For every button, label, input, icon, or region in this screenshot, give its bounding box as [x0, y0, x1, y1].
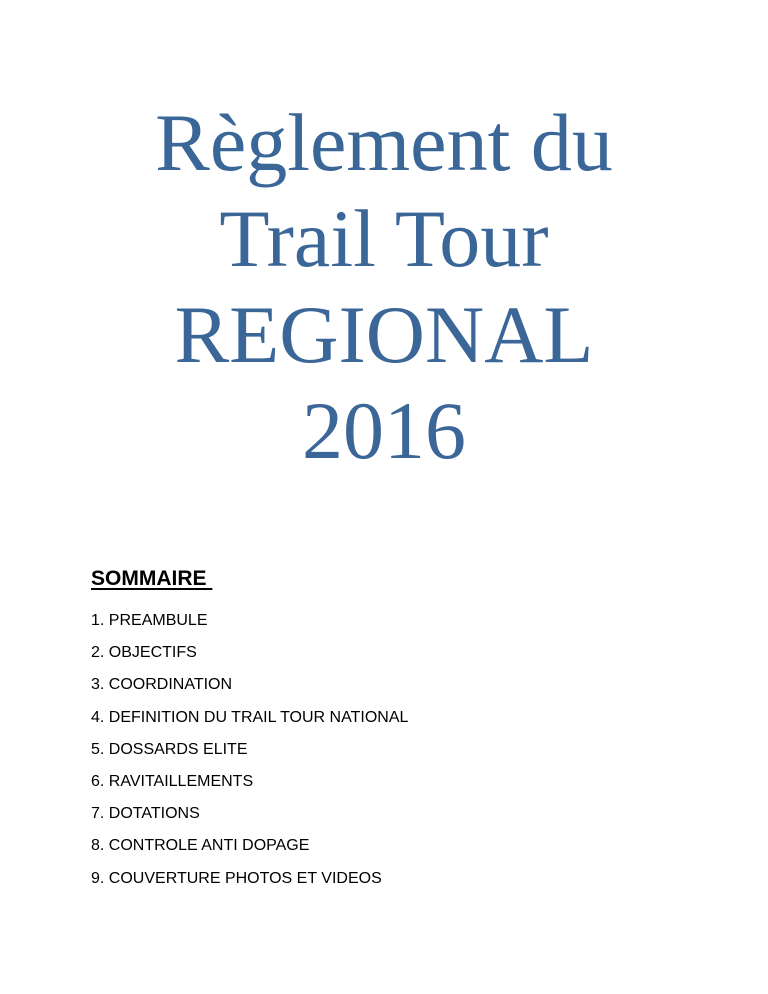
summary-heading: SOMMAIRE — [91, 567, 213, 590]
toc-item-preambule: 1. PREAMBULE — [91, 612, 208, 629]
toc-list — [91, 610, 731, 889]
title-line-4: 2016 — [302, 385, 466, 476]
document-title — [0, 95, 768, 479]
toc-item-coordination: 3. COORDINATION — [91, 676, 233, 694]
toc-item-dossards-elite: 5. DOSSARDS ELITE — [91, 740, 248, 758]
title-line-1: Règlement du — [155, 97, 613, 188]
toc-item-couverture-photos: 9. COUVERTURE PHOTOS ET VIDEOS — [91, 869, 382, 887]
toc-item-objectifs: 2. OBJECTIFS — [91, 644, 197, 662]
toc-item-dotations: 7. DOTATIONS — [91, 805, 200, 823]
toc-item-definition: 4. DEFINITION DU TRAIL TOUR NATIONAL — [91, 708, 409, 726]
toc-item-ravitaillements: 6. RAVITAILLEMENTS — [91, 772, 254, 790]
title-line-3: REGIONAL — [174, 289, 594, 380]
title-line-2: Trail Tour — [219, 193, 549, 284]
toc-item-controle-anti-dopage: 8. CONTROLE ANTI DOPAGE — [91, 837, 310, 855]
table-of-contents — [91, 562, 731, 900]
